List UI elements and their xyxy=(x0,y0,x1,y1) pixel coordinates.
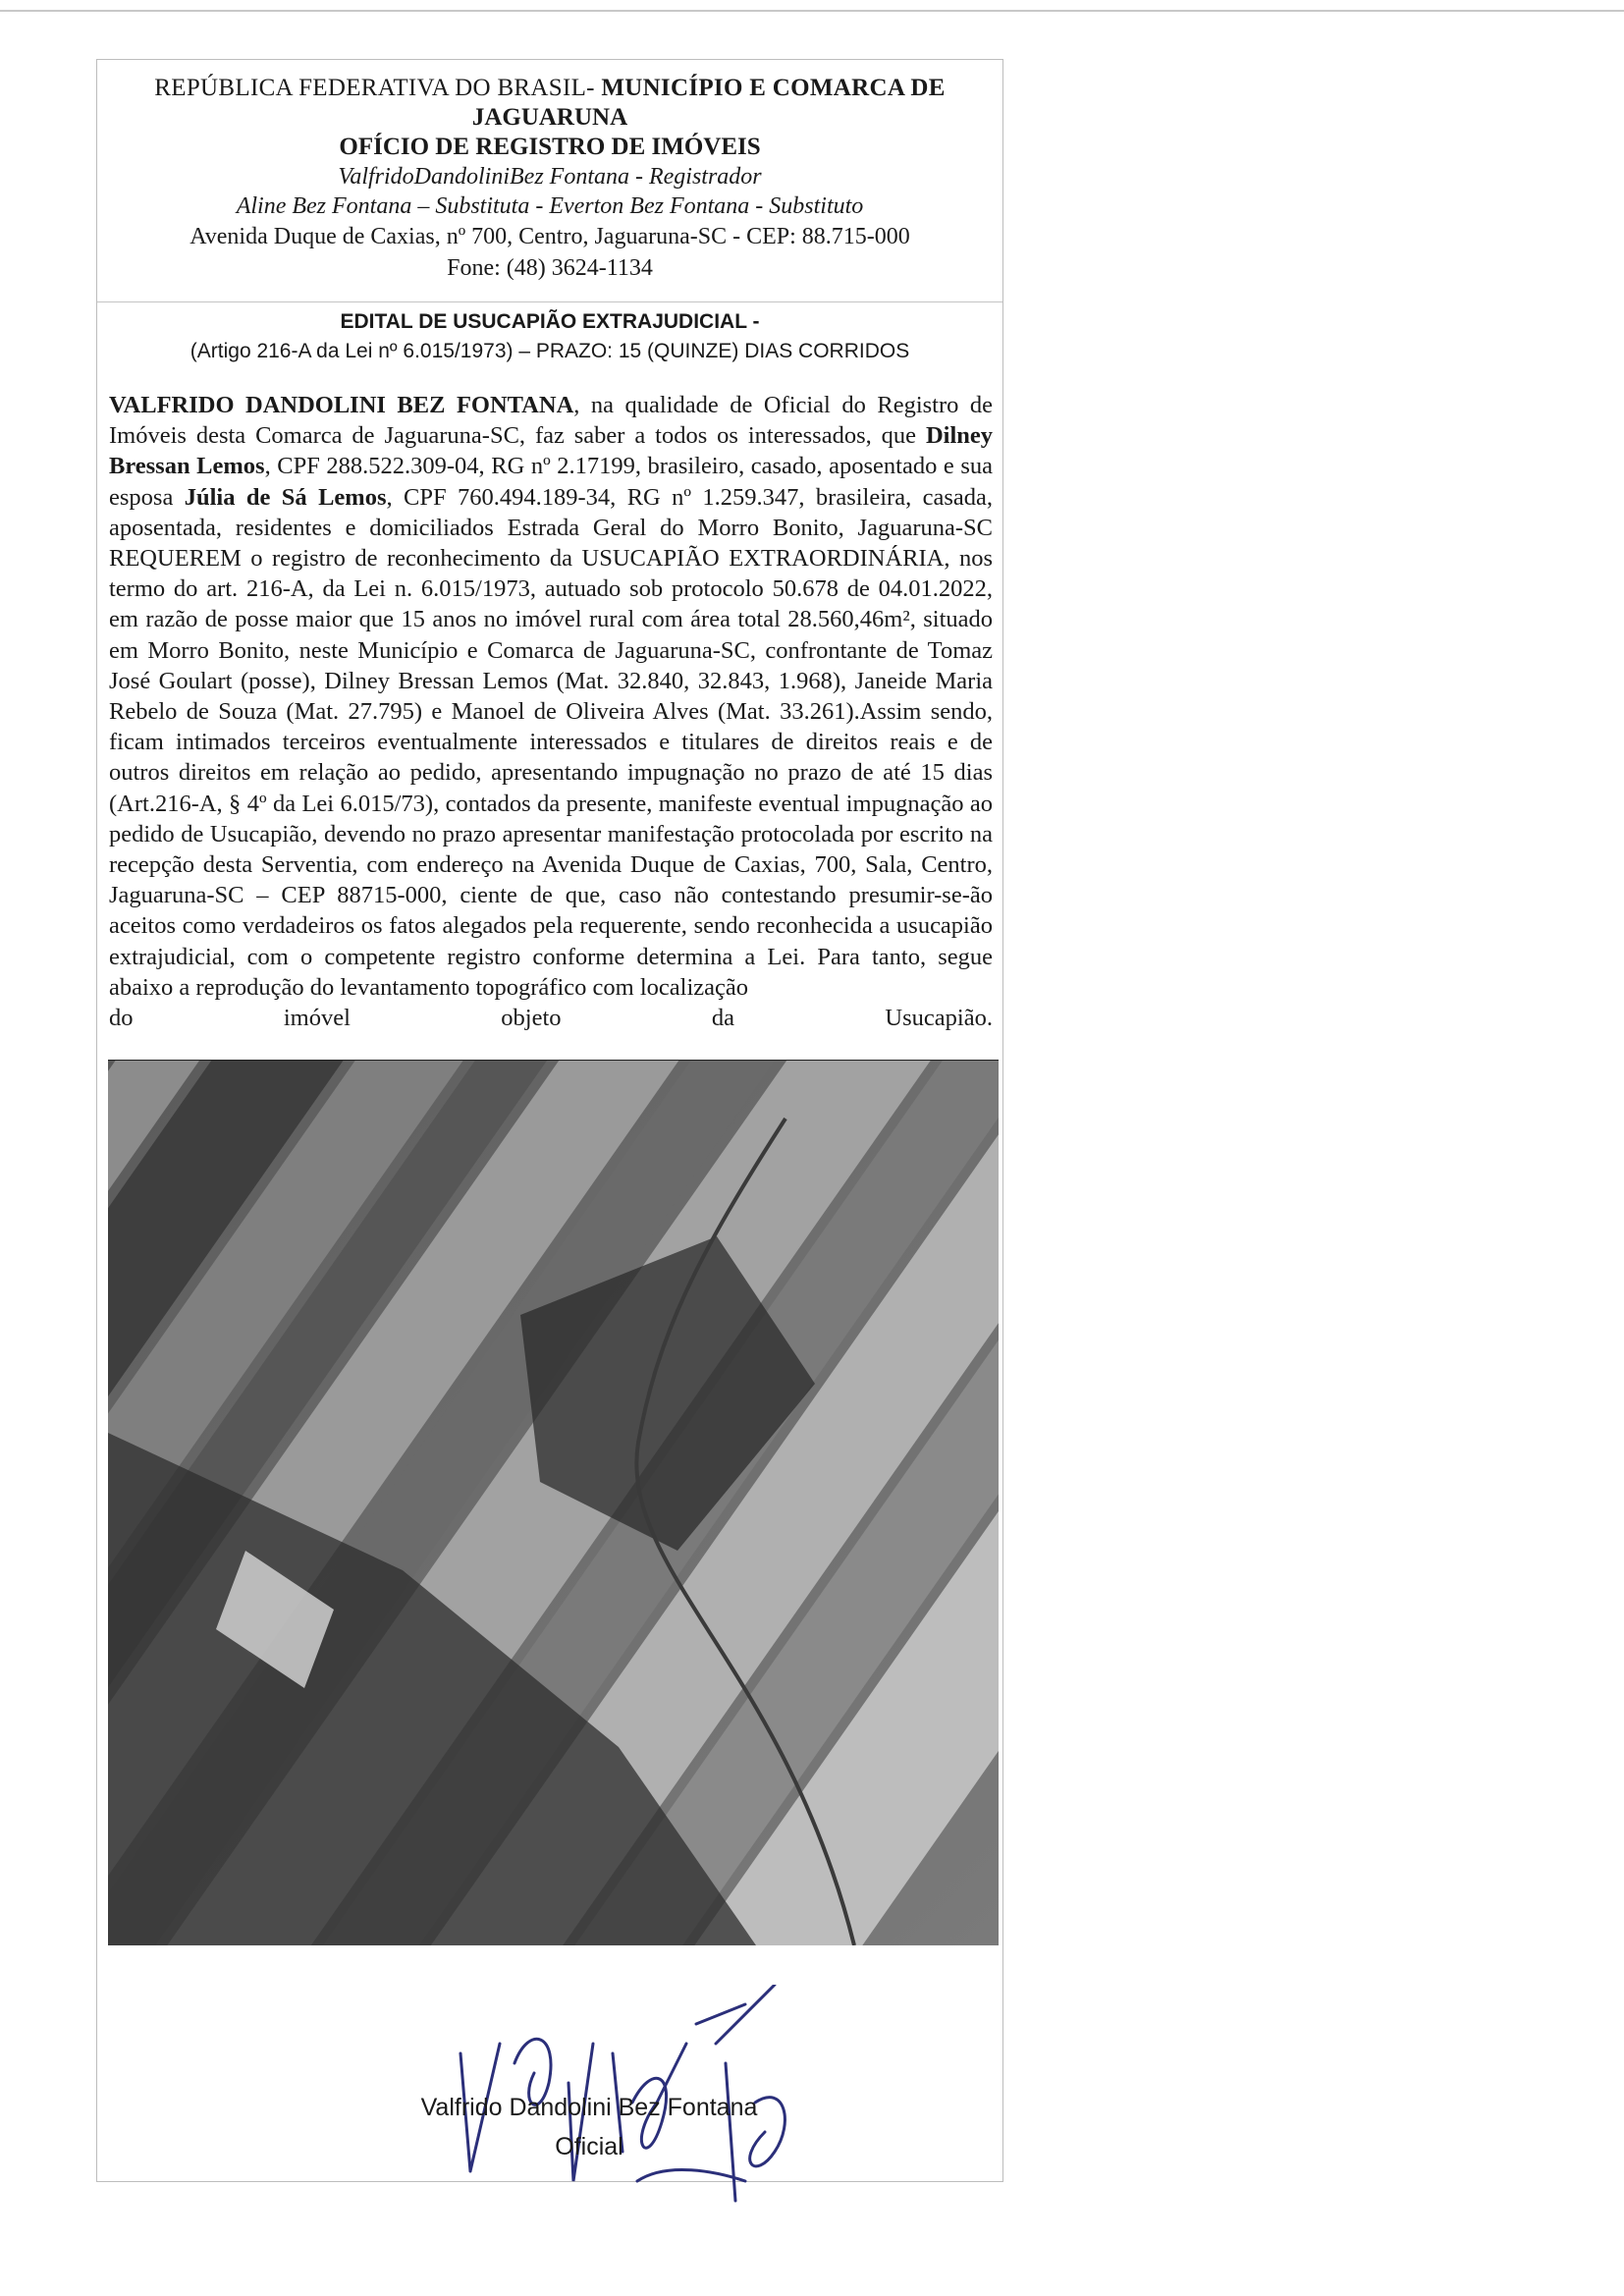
letterhead-address: Avenida Duque de Caxias, nº 700, Centro, Jaguaruna-SC - CEP: 88.715-000 xyxy=(189,224,910,249)
letterhead-line-1 xyxy=(97,74,1002,103)
letterhead-substitutes: Aline Bez Fontana – Substituta - Everton Bez Fontana - Substituto xyxy=(236,193,864,219)
letterhead-office: OFÍCIO DE REGISTRO DE IMÓVEIS xyxy=(339,134,761,160)
document-frame xyxy=(96,59,1003,2182)
spouse-name: Júlia de Sá Lemos xyxy=(184,483,387,511)
letterhead xyxy=(97,74,1002,284)
body-text-1: , na qualidade de Oficial do Registro de Imóveis desta Comarca de Jaguaruna-SC, faz saber a todos os interessados, que xyxy=(109,392,993,450)
edital-body xyxy=(109,390,993,1033)
edital-title-block xyxy=(97,307,1002,366)
last-word: objeto xyxy=(501,1005,562,1032)
body-text-3: , CPF 760.494.189-34, RG nº 1.259.347, brasileira, casada, aposentada, residentes e domiciliados Estrada Geral do Morro Bonito, Jaguaruna-SC REQUEREM o registro de reconhecimento da USUCAPIÃO EXTRAORDINÁRIA, nos termo do art. 216-A, da Lei n. 6.015/1973, autuado sob protocolo 50.678 de 04.01.2022, em razão de posse maior que 15 anos no imóvel rural com área total 28.560,46m², situado em Morro Bonito, neste Município e Comarca de Jaguaruna-SC, confrontante de Tomaz José Goulart (posse), Dilney Bressan Lemos (Mat. 32.840, 32.843, 1.968), Janeide Maria Rebelo de Souza (Mat. 27.795) e Manoel de Oliveira Alves (Mat. 33.261).Assim sendo, ficam intimados terceiros eventualmente interessados e titulares de direitos reais e de outros direitos em relação ao pedido, apresentando impugnação no prazo de até 15 dias (Art.216-A, § 4º da Lei 6.015/73), contados da presente, manifeste eventual impugnação ao pedido de Usucapião, devendo no prazo apresentar manifestação protocolada por escrito na recepção desta Serventia, com endereço na Avenida Duque de Caxias, 700, Sala, Centro, Jaguaruna-SC – CEP 88715-000, ciente de que, caso não contestando presumir-se-ão aceitos como verdadeiros os fatos alegados pela requerente, sendo reconhecida a usucapião extrajudicial, com o competente registro conforme determina a Lei. Para tanto, segue abaixo a reprodução do levantamento topográfico com localização xyxy=(109,483,994,1001)
letterhead-phone: Fone: (48) 3624-1134 xyxy=(447,255,653,281)
signatory-role: Oficial xyxy=(555,2133,623,2160)
last-word: Usucapião. xyxy=(885,1005,993,1032)
last-word: imóvel xyxy=(283,1005,351,1032)
officer-name: VALFRIDO DANDOLINI BEZ FONTANA xyxy=(109,392,574,418)
applicant-name: Dilney Bressan Lemos xyxy=(109,422,993,480)
municipality-text: MUNICÍPIO E COMARCA DE xyxy=(601,75,946,101)
scan-edge-line xyxy=(0,10,1624,12)
body-last-line xyxy=(109,1003,993,1033)
body-paragraph xyxy=(109,390,993,1003)
header-divider xyxy=(97,301,1002,302)
aerial-survey-image xyxy=(108,1060,999,1945)
edital-title: EDITAL DE USUCAPIÃO EXTRAJUDICIAL - xyxy=(340,310,760,333)
signatory-name: Valfrido Dandolini Bez Fontana xyxy=(420,2094,758,2121)
letterhead-registrar: ValfridoDandoliniBez Fontana - Registrador xyxy=(338,164,762,190)
last-word: do xyxy=(109,1005,134,1032)
body-text-2: , CPF 288.522.309-04, RG nº 2.17199, brasileiro, casado, aposentado e sua esposa xyxy=(109,453,993,511)
last-word: da xyxy=(711,1005,735,1032)
letterhead-city: JAGUARUNA xyxy=(471,104,628,131)
edital-subtitle: (Artigo 216-A da Lei nº 6.015/1973) – PRAZO: 15 (QUINZE) DIAS CORRIDOS xyxy=(189,340,910,362)
republic-text: REPÚBLICA FEDERATIVA DO BRASIL- xyxy=(154,75,602,101)
